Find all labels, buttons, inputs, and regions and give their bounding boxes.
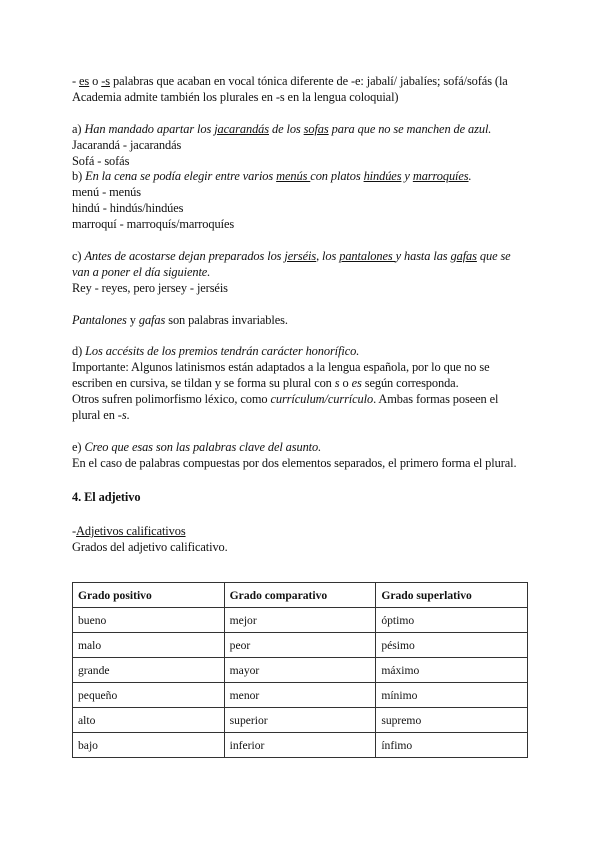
text-run: menús <box>276 169 311 184</box>
table-header-row <box>73 583 528 608</box>
table-cell: menor <box>224 683 376 708</box>
table-cell: supremo <box>376 708 528 733</box>
text-run: En el caso de palabras compuestas por dos elementos separados, el primero forma el plural. <box>72 455 517 470</box>
text-run: Grados del adjetivo calificativo. <box>72 540 228 555</box>
table-cell: superior <box>224 708 376 733</box>
section-heading: 4. El adjetivo <box>72 490 141 505</box>
text-line <box>72 376 532 392</box>
table-cell: pequeño <box>73 683 225 708</box>
text-run: con platos <box>310 169 364 184</box>
text-run: , los <box>316 248 340 263</box>
text-run: escriben en cursiva, se tildan y se forma su plural con <box>72 376 335 391</box>
text-run: Han mandado apartar los <box>84 121 215 136</box>
text-line <box>72 249 532 265</box>
text-run: Jacarandá - jacarandás <box>72 137 182 152</box>
text-line <box>72 217 532 233</box>
text-run: -s <box>117 407 127 422</box>
text-line <box>72 265 532 281</box>
table-cell: mínimo <box>376 683 528 708</box>
table-cell: inferior <box>224 733 376 758</box>
text-run: hindúes <box>363 169 402 184</box>
text-run: jacarandás <box>214 121 269 136</box>
text-run: sofas <box>303 121 329 136</box>
text-run: En la cena se podía elegir entre varios <box>85 169 277 184</box>
text-line <box>72 456 532 472</box>
table-row <box>73 708 528 733</box>
text-run: son palabras invariables. <box>165 312 288 327</box>
text-blocks <box>72 74 532 472</box>
text-run: . <box>126 407 130 422</box>
table-cell: óptimo <box>376 608 528 633</box>
table-cell: bajo <box>73 733 225 758</box>
text-run: van a poner el día siguiente. <box>72 264 211 279</box>
text-run: palabras que acaban en vocal tónica diferente de -e: jabalí/ jabalíes; sofá/sofás (la <box>110 74 508 88</box>
text-line <box>72 440 532 456</box>
paragraph <box>72 344 532 424</box>
text-run: c) <box>72 248 85 263</box>
table-cell: ínfimo <box>376 733 528 758</box>
text-run: Adjetivos calificativos <box>76 524 186 539</box>
text-line <box>72 201 532 217</box>
text-line <box>72 90 532 106</box>
text-line <box>72 408 532 424</box>
paragraph <box>72 440 532 472</box>
text-run: - <box>72 74 80 88</box>
text-line <box>72 169 532 185</box>
text-run: es <box>79 74 90 88</box>
table-row <box>73 633 528 658</box>
text-run: de los <box>268 121 304 136</box>
text-line <box>72 540 532 556</box>
text-run: Los accésits de los premios tendrán carácter honorífico. <box>85 344 360 359</box>
paragraph <box>72 122 532 233</box>
text-run: plural en <box>72 407 118 422</box>
text-run: Pantalones <box>72 312 127 327</box>
text-run: para que no se manchen de azul. <box>328 121 492 136</box>
text-run: Otros sufren polimorfismo léxico, como <box>72 392 271 407</box>
text-run: pantalones <box>339 248 396 263</box>
text-run: y <box>126 312 139 327</box>
column-header: Grado positivo <box>73 583 225 608</box>
adjective-degrees-table <box>72 582 528 758</box>
text-run: . <box>468 169 472 184</box>
column-header: Grado comparativo <box>224 583 376 608</box>
text-run: marroquíes <box>412 169 469 184</box>
table-cell: pésimo <box>376 633 528 658</box>
text-line <box>72 154 532 170</box>
adjective-intro <box>72 524 532 556</box>
paragraph <box>72 313 532 329</box>
text-run: jerséis <box>284 248 317 263</box>
text-run: Creo que esas son las palabras clave del asunto. <box>84 439 322 454</box>
table-cell: bueno <box>73 608 225 633</box>
text-run: b) <box>72 169 86 184</box>
text-run: e) <box>72 439 85 454</box>
table-cell: máximo <box>376 658 528 683</box>
text-run: Rey - reyes, pero jersey - jerséis <box>72 280 228 295</box>
text-line <box>72 392 532 408</box>
table-cell: malo <box>73 633 225 658</box>
text-run: d) <box>72 344 86 359</box>
paragraph <box>72 249 532 297</box>
text-line <box>72 74 532 90</box>
column-header: Grado superlativo <box>376 583 528 608</box>
text-run: Academia admite también los plurales en -s en la lengua coloquial) <box>72 89 399 104</box>
text-run: currículum/currículo <box>270 392 374 407</box>
table-cell: alto <box>73 708 225 733</box>
table-cell: peor <box>224 633 376 658</box>
text-run: o <box>89 74 102 88</box>
text-run: - <box>72 524 77 539</box>
text-run: menú - menús <box>72 185 141 200</box>
text-run: que se <box>476 248 511 263</box>
table-cell: grande <box>73 658 225 683</box>
text-line <box>72 524 532 540</box>
text-run: gafas <box>450 248 477 263</box>
text-line <box>72 281 532 297</box>
table-cell: mayor <box>224 658 376 683</box>
text-line <box>72 313 532 329</box>
table-row <box>73 733 528 758</box>
table-row <box>73 608 528 633</box>
text-line <box>72 344 532 360</box>
text-run: a) <box>72 121 85 136</box>
table-row <box>73 683 528 708</box>
text-run: hindú - hindús/hindúes <box>72 201 184 216</box>
document-body <box>72 74 532 556</box>
table-cell: mejor <box>224 608 376 633</box>
text-run: y hasta las <box>395 248 451 263</box>
text-run: . Ambas formas poseen el <box>373 392 499 407</box>
text-run: -s <box>101 74 110 88</box>
text-run: marroquí - marroquís/marroquíes <box>72 217 235 232</box>
text-run: s <box>334 376 340 391</box>
text-run: y <box>401 169 413 184</box>
text-line <box>72 122 532 138</box>
text-run: es <box>351 376 362 391</box>
paragraph <box>72 74 532 106</box>
text-run: Sofá - sofás <box>72 153 130 168</box>
text-run: o <box>339 376 352 391</box>
text-line <box>72 360 532 376</box>
text-run: Importante: Algunos latinismos están adaptados a la lengua española, por lo que no se <box>72 360 490 375</box>
table-row <box>73 658 528 683</box>
text-run: Antes de acostarse dejan preparados los <box>84 248 285 263</box>
text-line <box>72 185 532 201</box>
text-run: gafas <box>138 312 166 327</box>
text-run: según corresponda. <box>361 376 459 391</box>
text-line <box>72 138 532 154</box>
